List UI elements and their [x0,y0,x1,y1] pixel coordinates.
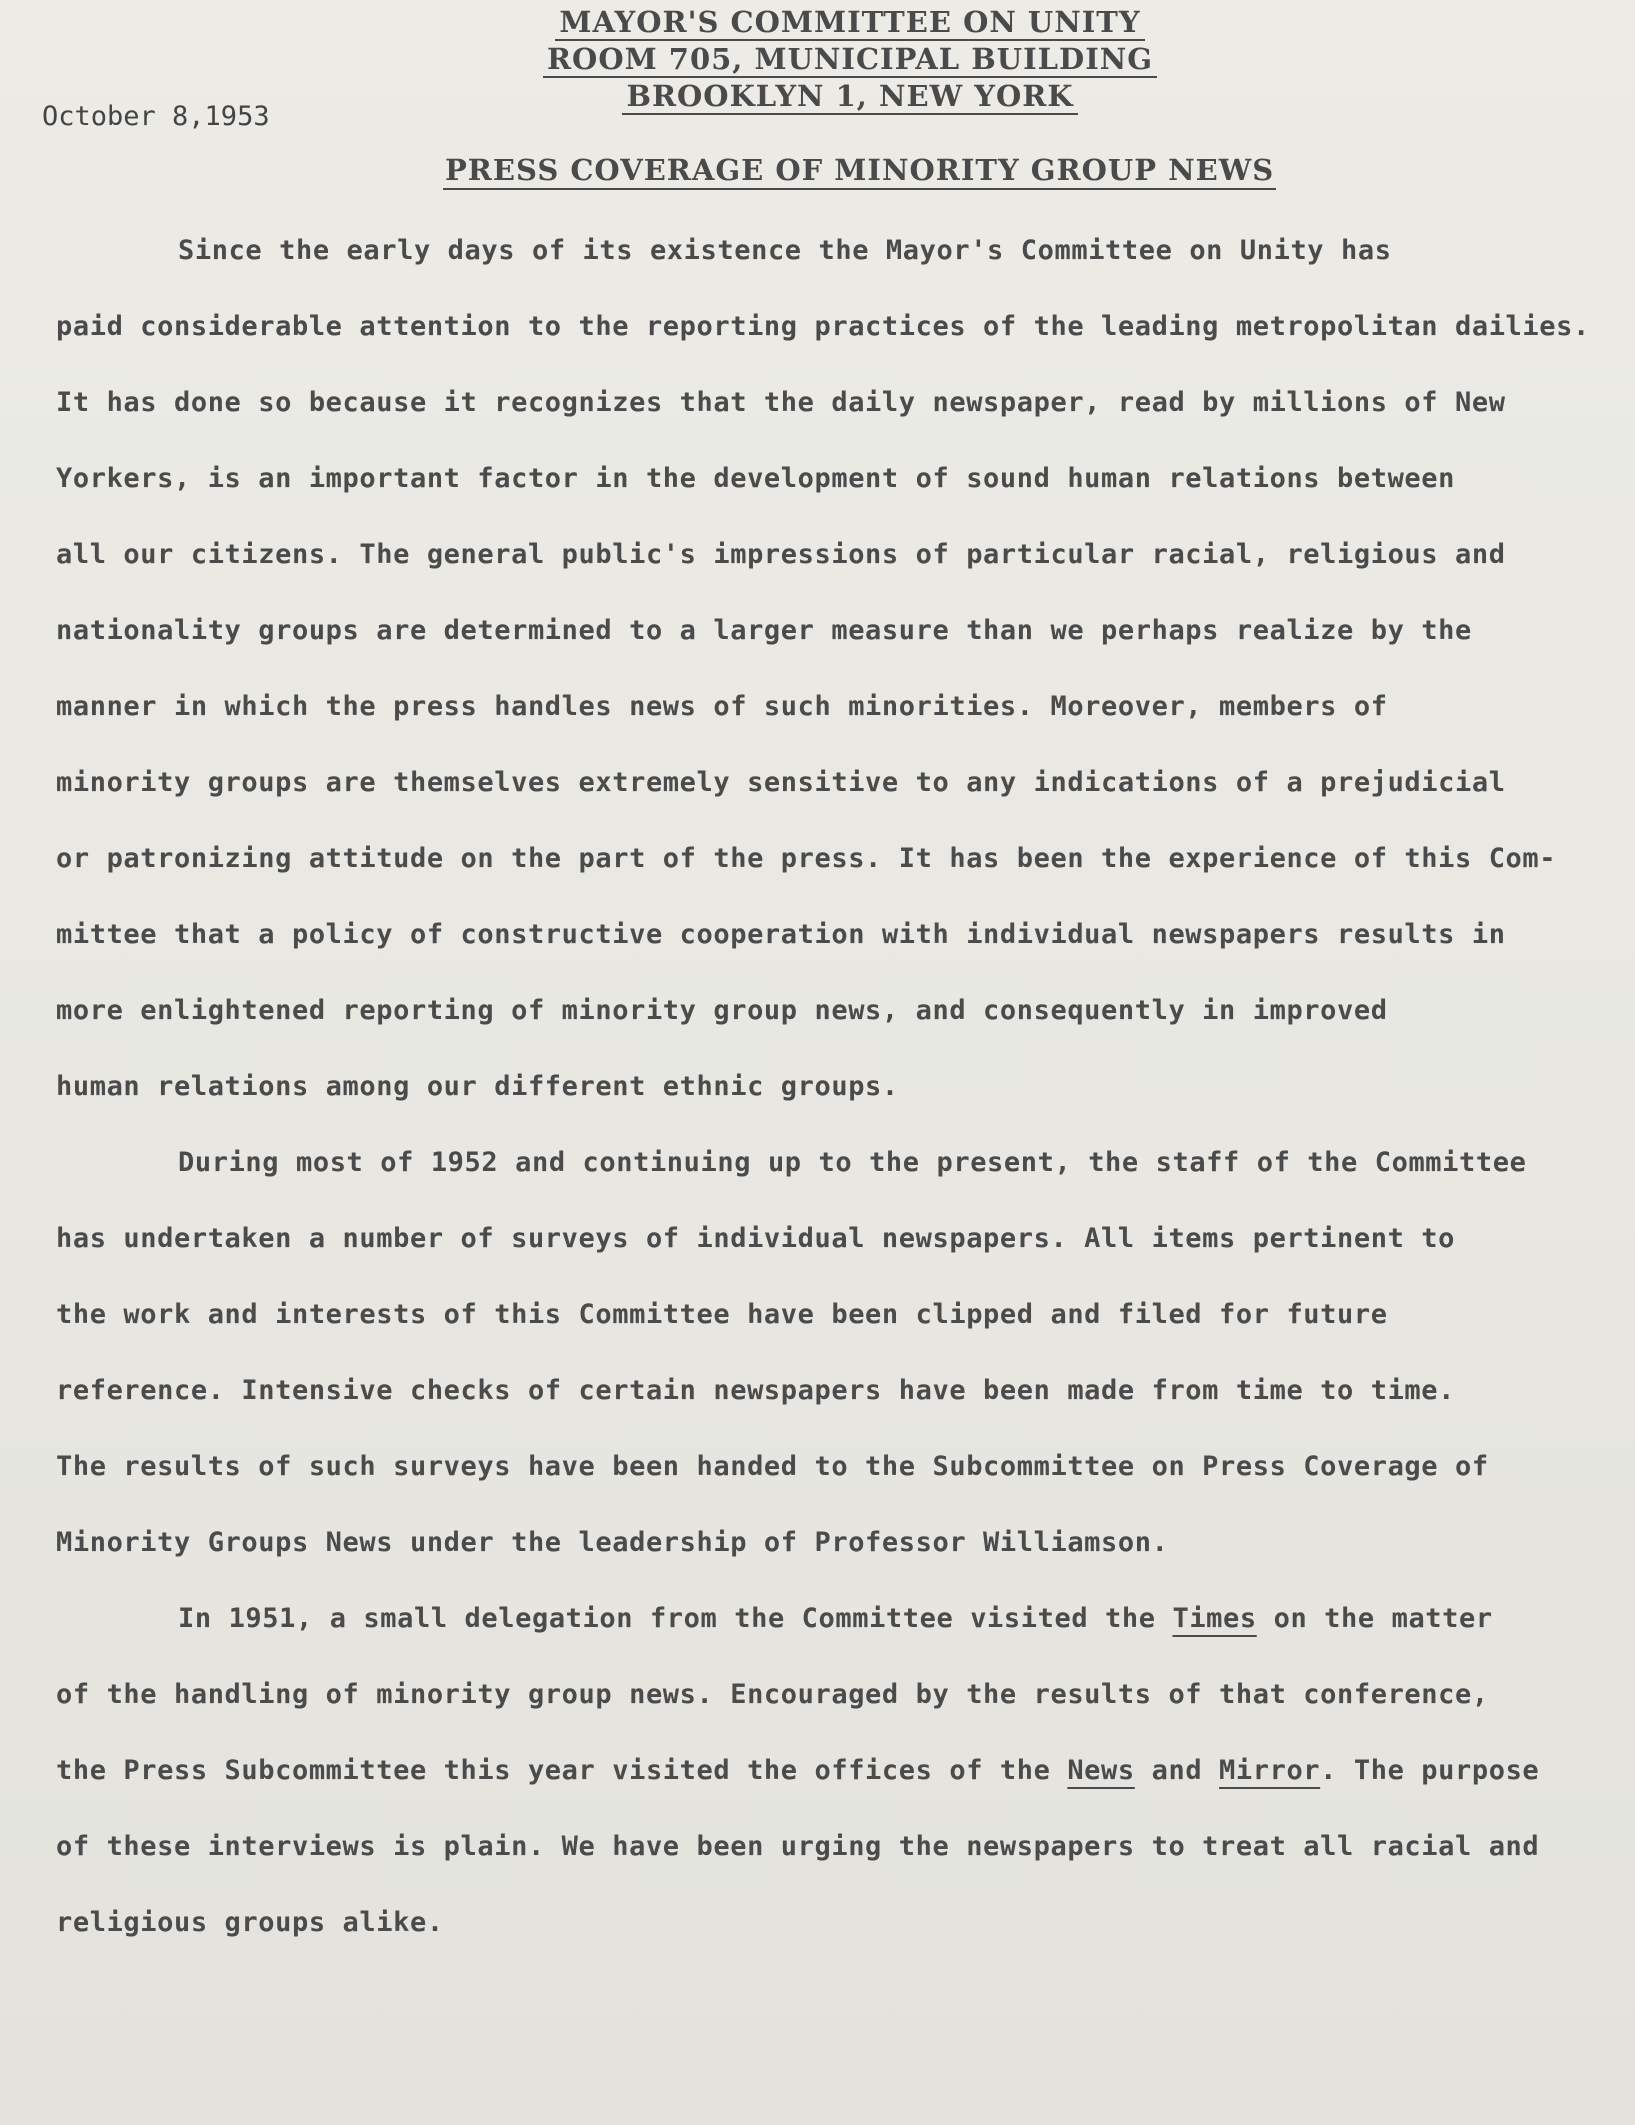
text-line: of the handling of minority group news. Encouraged by the results of that conference, [56,1679,1489,1710]
newspaper-name-mirror: Mirror [1219,1755,1321,1786]
paragraph-3 [56,1581,1576,1961]
text-line: During most of 1952 and continuing up to the present, the staff of the Committee [178,1147,1527,1178]
text-line: human relations among our different ethnic groups. [56,1071,899,1102]
text-line [56,1581,1576,1657]
newspaper-name-times: Times [1172,1603,1257,1634]
text-line: It has done so because it recognizes that the daily newspaper, read by millions of New [56,387,1506,418]
text-line: manner in which the press handles news of such minorities. Moreover, members of [56,691,1388,722]
document-date: October 8,1953 [42,101,270,132]
text-segment: . The purpose [1320,1755,1540,1786]
paragraph-1 [56,213,1590,1125]
text-line: The results of such surveys have been handed to the Subcommittee on Press Coverage of [56,1451,1489,1482]
text-line: minority groups are themselves extremely sensitive to any indications of a prejudicial [56,767,1506,798]
text-segment: and [1134,1755,1220,1786]
text-line: all our citizens. The general public's impressions of particular racial, religious and [56,539,1506,570]
text-line [56,1733,1576,1809]
text-segment: In 1951, a small delegation from the Committee visited the [178,1603,1173,1634]
letterhead-room: ROOM 705, MUNICIPAL BUILDING [543,42,1157,78]
text-line: paid considerable attention to the reporting practices of the leading metropolitan dailies. [56,311,1590,342]
document-title: PRESS COVERAGE OF MINORITY GROUP NEWS [443,152,1276,190]
letterhead-city: BROOKLYN 1, NEW YORK [622,79,1077,115]
text-line: more enlightened reporting of minority group news, and consequently in improved [56,995,1388,1026]
text-segment: on the matter [1256,1603,1493,1634]
document-body [56,213,1590,1961]
text-line: reference. Intensive checks of certain newspapers have been made from time to time. [56,1375,1455,1406]
text-line: mittee that a policy of constructive cooperation with individual newspapers results in [56,919,1506,950]
text-line: Yorkers, is an important factor in the development of sound human relations between [56,463,1455,494]
text-line: Since the early days of its existence the Mayor's Committee on Unity has [178,235,1392,266]
newspaper-name-news: News [1067,1755,1135,1786]
text-line: religious groups alike. [56,1907,444,1938]
letterhead-organization: MAYOR'S COMMITTEE ON UNITY [555,5,1144,41]
paragraph-2 [56,1125,1576,1581]
text-line: has undertaken a number of surveys of individual newspapers. All items pertinent to [56,1223,1455,1254]
text-line: nationality groups are determined to a larger measure than we perhaps realize by the [56,615,1472,646]
letterhead [0,4,1635,115]
text-line: Minority Groups News under the leadership of Professor Williamson. [56,1527,1169,1558]
text-line: or patronizing attitude on the part of the press. It has been the experience of this Com- [56,843,1557,874]
text-segment: the Press Subcommittee this year visited the offices of the [56,1755,1068,1786]
text-line: the work and interests of this Committee have been clipped and filed for future [56,1299,1388,1330]
text-line: of these interviews is plain. We have been urging the newspapers to treat all racial and [56,1831,1540,1862]
